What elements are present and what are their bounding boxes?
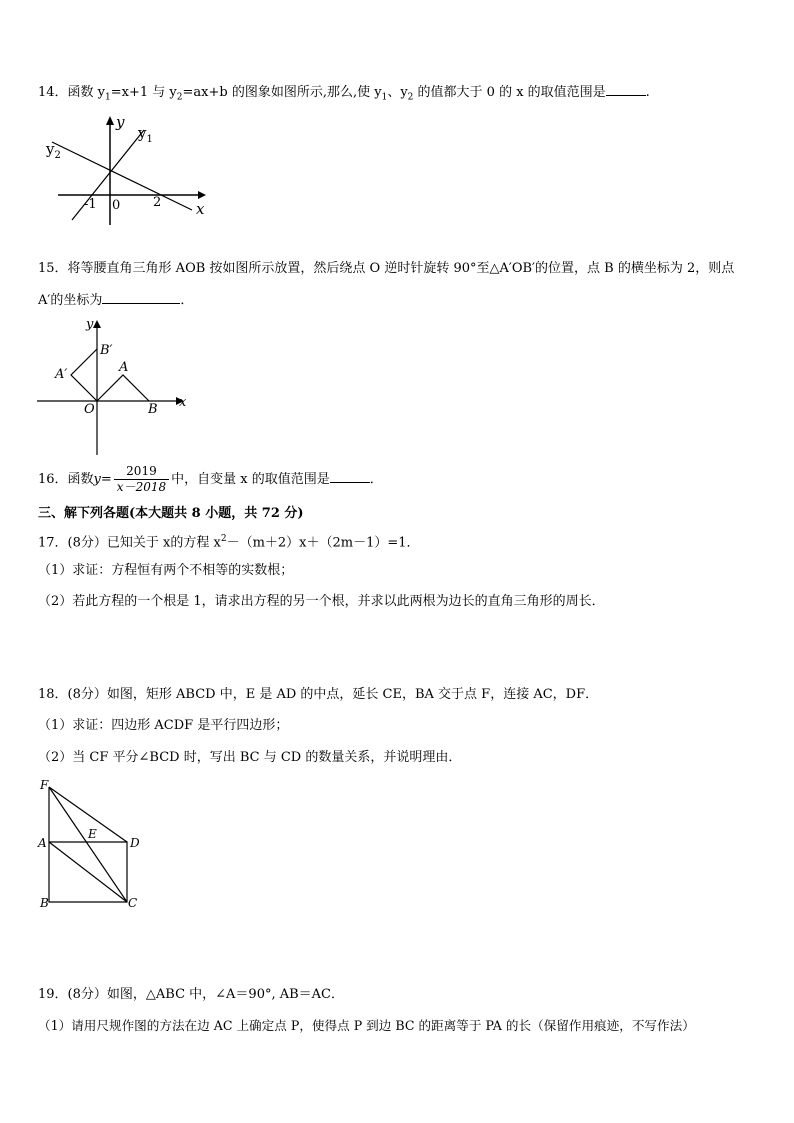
svg-text:B′: B′ xyxy=(100,343,113,358)
q16-stem: 16．函数y= $\frac{2019}{x-2018}$ 中，自变量 x 的取值范围是 ． xyxy=(38,464,383,494)
q15-figure xyxy=(35,315,195,460)
svg-text:y1: $y_1$ xyxy=(138,124,153,145)
svg-text:A′: A′ xyxy=(55,367,68,382)
svg-text:-1: -1 xyxy=(84,197,97,212)
q18-part1: （1）求证：四边形 ACDF 是平行四边形； xyxy=(38,718,289,733)
section-heading: 三、解下列各题(本大题共 8 小题，共 72 分) xyxy=(38,506,304,521)
q17-part2: （2）若此方程的一个根是 1，请求出方程的另一个根，并求以此两根为边长的直角三角形的周长． xyxy=(38,594,605,609)
svg-text:O: O xyxy=(84,402,95,417)
svg-text:x: x xyxy=(196,200,205,218)
q18-figure xyxy=(36,777,156,912)
fraction: $\frac{2019}{x-2018}$ xyxy=(114,464,169,495)
q15-line2: A′的坐标为 ． xyxy=(38,293,194,308)
svg-text:E: E xyxy=(88,827,97,841)
q18-stem: 18．(8分）如图，矩形 ABCD 中，E 是 AD 的中点，延长 CE，BA 交于点 F，连接 AC，DF． xyxy=(38,687,599,702)
svg-text:D: D xyxy=(130,836,140,850)
q17-part1: （1）求证：方程恒有两个不相等的实数根； xyxy=(38,563,294,578)
q17-stem: 17．(8分）已知关于 x的方程 $x^2-(m+2)x+(2m-1)=1$． xyxy=(38,534,420,551)
svg-text:A: A xyxy=(119,360,129,375)
q14-stem: 14．函数 $y_1=x+1$ 与 $y_2=ax+b$ 的图象如图所示,那么,使 $y_1$、$y_2$ 的值都大于 0 的 x 的取值范围是 . xyxy=(38,85,650,103)
q14-figure xyxy=(40,110,220,230)
answer-blank[interactable] xyxy=(606,83,646,96)
svg-text:B: B xyxy=(40,896,49,910)
svg-text:2: 2 xyxy=(153,195,162,210)
svg-text:C: C xyxy=(128,896,138,910)
q15-line1: 15．将等腰直角三角形 AOB 按如图所示放置，然后绕点 O 逆时针旋转 90°至△A′OB′的位置，点 B 的横坐标为 2，则点 xyxy=(38,261,735,276)
svg-text:F: F xyxy=(40,778,49,792)
svg-text:x: x xyxy=(179,395,187,410)
svg-text:y: y xyxy=(86,317,94,332)
svg-text:A: A xyxy=(38,836,47,850)
svg-text:0: 0 xyxy=(112,198,121,213)
answer-blank[interactable] xyxy=(330,470,370,483)
q19-part1: （1）请用尺规作图的方法在边 AC 上确定点 P，使得点 P 到边 BC 的距离等于 PA 的长（保留作用痕迹，不写作法） xyxy=(38,1018,695,1033)
answer-blank[interactable] xyxy=(102,291,180,304)
svg-text:B: B xyxy=(148,402,158,417)
svg-text:y2: $y_2$ xyxy=(46,140,61,161)
q18-part2: （2）当 CF 平分∠BCD 时，写出 BC 与 CD 的数量关系，并说明理由． xyxy=(38,750,462,765)
q19-stem: 19．(8分）如图，△ABC 中，∠A＝90°, AB＝AC． xyxy=(38,987,345,1002)
svg-text:y: y xyxy=(116,113,125,131)
